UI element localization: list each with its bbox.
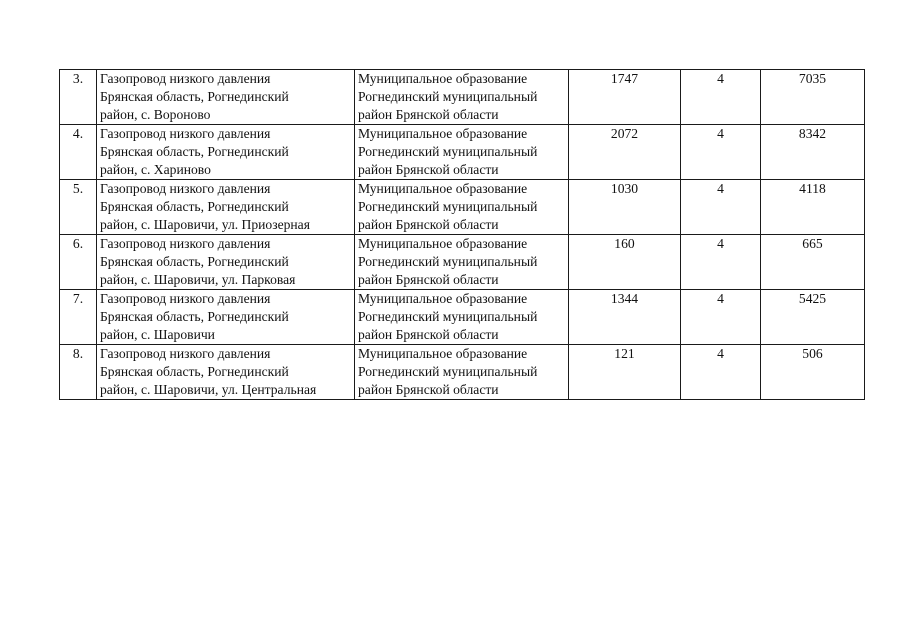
col6-value: 8342 [761,125,865,180]
object-name: Газопровод низкого давления Брянская область, Рогнединский район, с. Вороново [97,70,355,125]
table-row [60,180,865,235]
length-value: 1030 [569,180,681,235]
col6-value: 5425 [761,290,865,345]
col6-value: 665 [761,235,865,290]
row-number: 7. [60,290,97,345]
object-name: Газопровод низкого давления Брянская область, Рогнединский район, с. Хариново [97,125,355,180]
length-value: 1344 [569,290,681,345]
col6-value: 4118 [761,180,865,235]
table-row [60,290,865,345]
row-number: 3. [60,70,97,125]
col5-value: 4 [681,235,761,290]
object-name: Газопровод низкого давления Брянская область, Рогнединский район, с. Шаровичи, ул. Центральная [97,345,355,400]
table-row [60,125,865,180]
col5-value: 4 [681,290,761,345]
col6-value: 7035 [761,70,865,125]
col5-value: 4 [681,125,761,180]
table-row [60,345,865,400]
owner: Муниципальное образование Рогнединский муниципальный район Брянской области [355,125,569,180]
length-value: 2072 [569,125,681,180]
row-number: 4. [60,125,97,180]
owner: Муниципальное образование Рогнединский муниципальный район Брянской области [355,345,569,400]
object-name: Газопровод низкого давления Брянская область, Рогнединский район, с. Шаровичи, ул. Парковая [97,235,355,290]
owner: Муниципальное образование Рогнединский муниципальный район Брянской области [355,180,569,235]
length-value: 121 [569,345,681,400]
length-value: 160 [569,235,681,290]
col6-value: 506 [761,345,865,400]
owner: Муниципальное образование Рогнединский муниципальный район Брянской области [355,235,569,290]
col5-value: 4 [681,70,761,125]
owner: Муниципальное образование Рогнединский муниципальный район Брянской области [355,290,569,345]
object-name: Газопровод низкого давления Брянская область, Рогнединский район, с. Шаровичи, ул. Приозерная [97,180,355,235]
length-value: 1747 [569,70,681,125]
row-number: 6. [60,235,97,290]
row-number: 8. [60,345,97,400]
col5-value: 4 [681,345,761,400]
row-number: 5. [60,180,97,235]
table-row [60,70,865,125]
owner: Муниципальное образование Рогнединский муниципальный район Брянской области [355,70,569,125]
col5-value: 4 [681,180,761,235]
table-row [60,235,865,290]
object-name: Газопровод низкого давления Брянская область, Рогнединский район, с. Шаровичи [97,290,355,345]
gas-pipeline-table [59,69,865,400]
